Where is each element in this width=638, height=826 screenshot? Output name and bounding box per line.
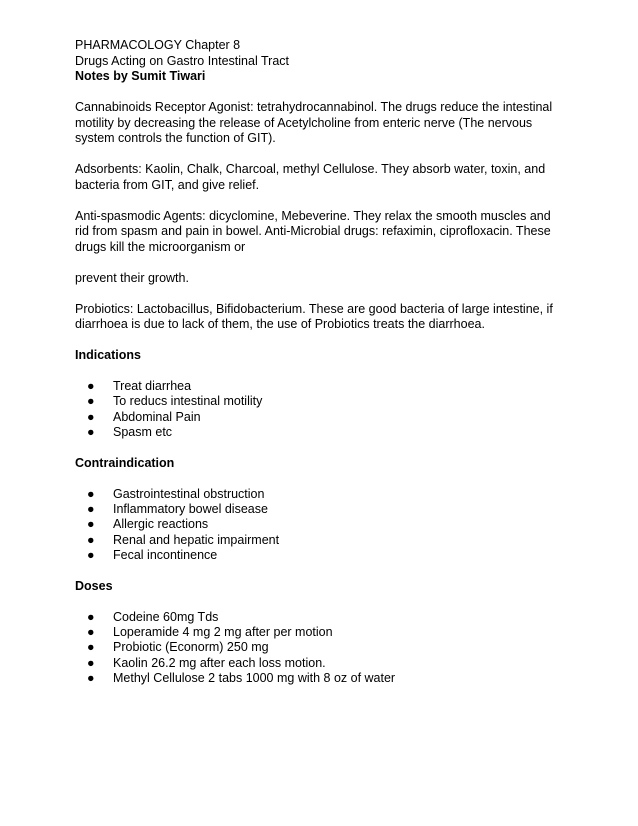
list-item bbox=[75, 656, 565, 671]
document-page bbox=[75, 38, 565, 686]
list-item-text: Kaolin 26.2 mg after each loss motion. bbox=[113, 655, 326, 670]
spacer bbox=[75, 364, 565, 380]
list-item bbox=[75, 533, 565, 548]
doses-heading: Doses bbox=[75, 578, 113, 593]
list-item bbox=[75, 548, 565, 563]
bullet-icon: ● bbox=[87, 640, 95, 655]
bullet-icon: ● bbox=[87, 394, 95, 409]
bullet-icon: ● bbox=[87, 424, 95, 439]
list-item bbox=[75, 517, 565, 532]
bullet-icon: ● bbox=[87, 655, 95, 670]
list-item-text: Codeine 60mg Tds bbox=[113, 609, 219, 624]
indications-heading: Indications bbox=[75, 348, 141, 362]
paragraph-prevent: prevent their growth. bbox=[75, 270, 189, 285]
bullet-icon: ● bbox=[87, 486, 95, 501]
spacer bbox=[75, 286, 565, 302]
list-item-text: Fecal incontinence bbox=[113, 547, 218, 562]
spacer bbox=[75, 193, 565, 209]
paragraph-antispasmodic: Anti-spasmodic Agents: dicyclomine, Mebeverine. They relax the smooth muscles and rid from spasm and pain in bowel. Anti-Microbial drugs: refaximin, ciprofloxacin. These drugs kill the microorganism or bbox=[75, 208, 551, 254]
list-item-text: Methyl Cellulose 2 tabs 1000 mg with 8 oz of water bbox=[113, 670, 396, 685]
contraindication-heading: Contraindication bbox=[75, 455, 175, 470]
list-item-text: Spasm etc bbox=[113, 424, 173, 439]
bullet-icon: ● bbox=[87, 532, 95, 547]
spacer bbox=[75, 147, 565, 163]
list-item-text: Abdominal Pain bbox=[113, 409, 201, 424]
spacer bbox=[75, 440, 565, 456]
list-item bbox=[75, 625, 565, 640]
indications-list bbox=[75, 379, 565, 440]
spacer bbox=[75, 563, 565, 579]
bullet-icon: ● bbox=[87, 379, 95, 393]
list-item-text: Renal and hepatic impairment bbox=[113, 532, 280, 547]
bullet-icon: ● bbox=[87, 547, 95, 562]
bullet-icon: ● bbox=[87, 624, 95, 639]
contraindication-list bbox=[75, 487, 565, 563]
list-item-text: Probiotic (Econorm) 250 mg bbox=[113, 640, 269, 655]
list-item-text: Treat diarrhea bbox=[113, 379, 192, 393]
paragraph-cannabinoids: Cannabinoids Receptor Agonist: tetrahydrocannabinol. The drugs reduce the intestinal motility by decreasing the release of Acetylcholine from enteric nerve (The nervous system controls the function of GIT). bbox=[75, 100, 553, 145]
list-item-text: Gastrointestinal obstruction bbox=[113, 486, 265, 501]
bullet-icon: ● bbox=[87, 409, 95, 424]
author-line: Notes by Sumit Tiwari bbox=[75, 69, 206, 83]
chapter-title: PHARMACOLOGY Chapter 8 bbox=[75, 38, 241, 52]
bullet-icon: ● bbox=[87, 501, 95, 516]
spacer bbox=[75, 255, 565, 271]
list-item bbox=[75, 425, 565, 440]
list-item bbox=[75, 394, 565, 409]
spacer bbox=[75, 594, 565, 610]
spacer bbox=[75, 471, 565, 487]
list-item-text: Loperamide 4 mg 2 mg after per motion bbox=[113, 624, 333, 639]
list-item-text: Inflammatory bowel disease bbox=[113, 501, 268, 516]
spacer bbox=[75, 85, 565, 101]
list-item bbox=[75, 640, 565, 655]
list-item-text: To reducs intestinal motility bbox=[113, 394, 263, 409]
paragraph-adsorbents: Adsorbents: Kaolin, Chalk, Charcoal, methyl Cellulose. They absorb water, toxin, and bacteria from GIT, and give relief. bbox=[75, 162, 546, 192]
list-item bbox=[75, 671, 565, 686]
bullet-icon: ● bbox=[87, 670, 95, 685]
spacer bbox=[75, 333, 565, 349]
list-item bbox=[75, 610, 565, 625]
list-item-text: Allergic reactions bbox=[113, 517, 209, 532]
list-item bbox=[75, 379, 565, 394]
list-item bbox=[75, 502, 565, 517]
paragraph-probiotics: Probiotics: Lactobacillus, Bifidobacterium. These are good bacteria of large intestine, if diarrhoea is due to lack of them, the use of Probiotics treats the diarrhoea. bbox=[75, 301, 553, 331]
list-item bbox=[75, 487, 565, 502]
chapter-subtitle: Drugs Acting on Gastro Intestinal Tract bbox=[75, 53, 289, 68]
doses-list bbox=[75, 610, 565, 686]
list-item bbox=[75, 410, 565, 425]
bullet-icon: ● bbox=[87, 517, 95, 532]
bullet-icon: ● bbox=[87, 609, 95, 624]
